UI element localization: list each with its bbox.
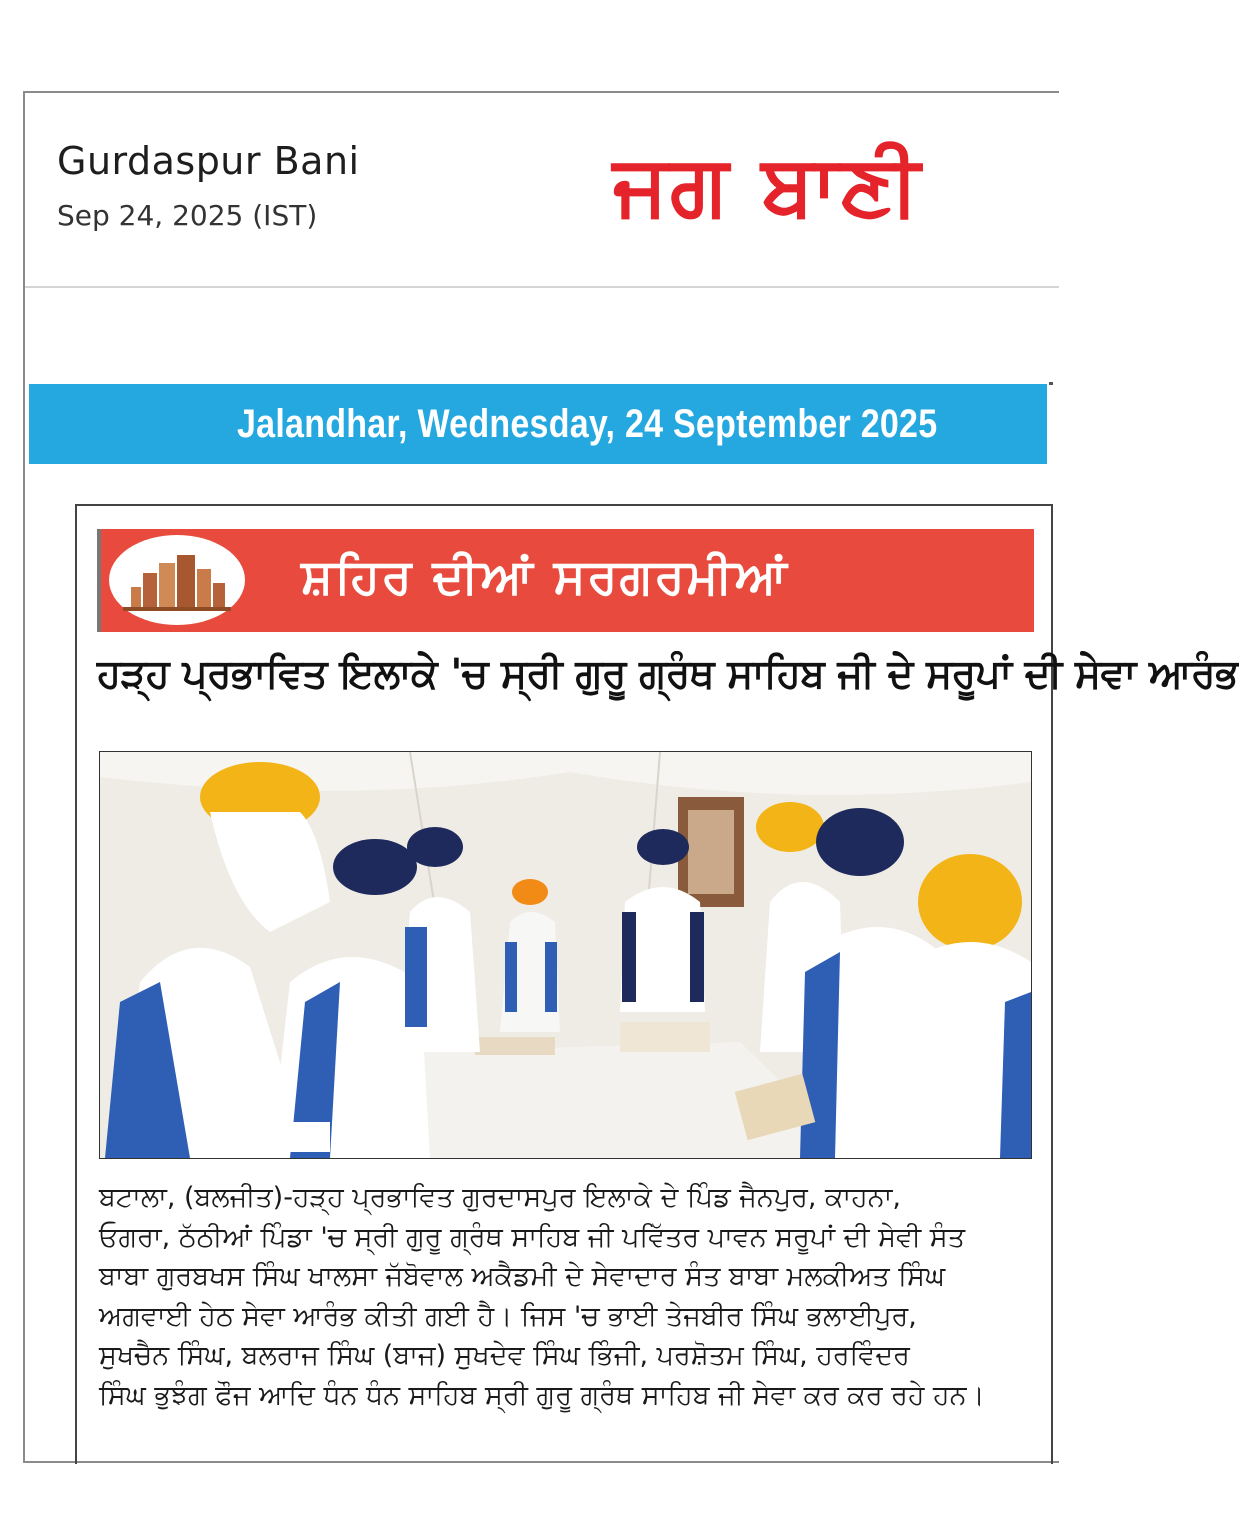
newspaper-clipping-frame — [23, 91, 1239, 1463]
publication-date: Sep 24, 2025 (IST) — [57, 199, 318, 232]
article-body-line: ਬਟਾਲਾ, (ਬਲਜੀਤ)-ਹੜ੍ਹ ਪ੍ਰਭਾਵਿਤ ਗੁਰਦਾਸਪੁਰ ਇਲਾਕੇ ਦੇ ਪਿੰਡ ਜੈਨਪੁਰ, ਕਾਹਨਾ, — [99, 1182, 901, 1213]
dateline-text: Jalandhar, Wednesday, 24 September 2025 — [237, 402, 938, 446]
section-title: ਸ਼ਹਿਰ ਦੀਆਂ ਸਰਗਰਮੀਆਂ — [301, 549, 789, 605]
article-body-line: ਓਗਰਾ, ਠੱਠੀਆਂ ਪਿੰਡਾ 'ਚ ਸ੍ਰੀ ਗੁਰੂ ਗ੍ਰੰਥ ਸਾਹਿਬ ਜੀ ਪਵਿੱਤਰ ਪਾਵਨ ਸਰੂਪਾਂ ਦੀ ਸੇਵੀ ਸੰਤ — [99, 1221, 965, 1253]
article-photo — [99, 751, 1032, 1159]
dateline-edge-mark — [1049, 382, 1053, 385]
section-banner — [97, 529, 1034, 632]
article-body-line: ਅਗਵਾਈ ਹੇਠ ਸੇਵਾ ਆਰੰਭ ਕੀਤੀ ਗਈ ਹੈ। ਜਿਸ 'ਚ ਭਾਈ ਤੇਜਬੀਰ ਸਿੰਘ ਭਲਾਈਪੁਰ, — [99, 1300, 917, 1332]
article-body-line: ਬਾਬਾ ਗੁਰਬਖਸ ਸਿੰਘ ਖਾਲਸਾ ਜੱਬੋਵਾਲ ਅਕੈਡਮੀ ਦੇ ਸੇਵਾਦਾਰ ਸੰਤ ਬਾਬਾ ਮਲਕੀਅਤ ਸਿੰਘ — [99, 1261, 946, 1292]
clipping-header — [25, 93, 1059, 288]
city-skyline-icon — [109, 535, 245, 625]
article-body-line: ਸਿੰਘ ਭੁਝੰਗ ਫੌਜ ਆਦਿ ਧੰਨ ਧੰਨ ਸਾਹਿਬ ਸ੍ਰੀ ਗੁਰੂ ਗ੍ਰੰਥ ਸਾਹਿਬ ਜੀ ਸੇਵਾ ਕਰ ਕਰ ਰਹੇ ਹਨ। — [99, 1379, 985, 1411]
dateline-bar — [29, 384, 1047, 464]
article-headline: ਹੜ੍ਹ ਪ੍ਰਭਾਵਿਤ ਇਲਾਕੇ 'ਚ ਸ੍ਰੀ ਗੁਰੂ ਗ੍ਰੰਥ ਸਾਹਿਬ ਜੀ ਦੇ ਸਰੂਪਾਂ ਦੀ ਸੇਵਾ ਆਰੰਭ — [97, 651, 1239, 697]
article-body-line: ਸੁਖਚੈਨ ਸਿੰਘ, ਬਲਰਾਜ ਸਿੰਘ (ਬਾਜ) ਸੁਖਦੇਵ ਸਿੰਘ ਭਿੰਜੀ, ਪਰਸ਼ੋਤਮ ਸਿੰਘ, ਹਰਵਿੰਦਰ — [99, 1340, 910, 1371]
article-clip — [75, 504, 1239, 1464]
source-name: Gurdaspur Bani — [57, 139, 360, 183]
article-body — [99, 1178, 1034, 1415]
newspaper-logo: ਜਗ ਬਾਣੀ — [613, 136, 922, 234]
